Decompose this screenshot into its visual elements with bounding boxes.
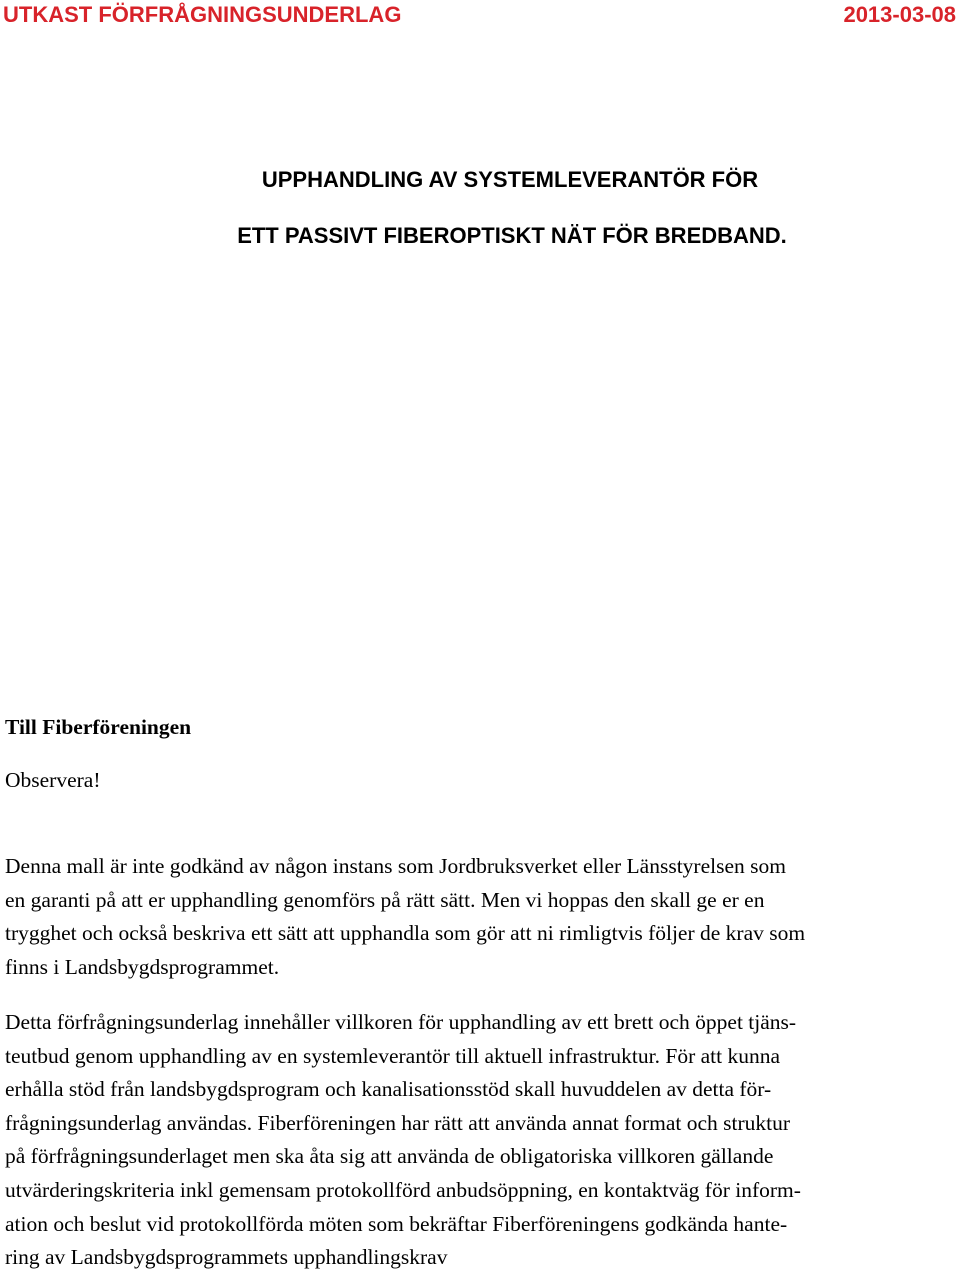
paragraph-line: finns i Landsbygdsprogrammet. xyxy=(5,954,280,979)
document-title-line-2: ETT PASSIVT FIBEROPTISKT NÄT FÖR BREDBAND. xyxy=(237,223,787,248)
paragraph-line: utvärderingskriteria inkl gemensam protokollförd anbudsöppning, en kontaktväg för inform- xyxy=(5,1177,801,1202)
paragraph-line: Denna mall är inte godkänd av någon instans som Jordbruksverket eller Länsstyrelsen som xyxy=(5,854,786,878)
paragraph-line: ation och beslut vid protokollförda möten som bekräftar Fiberföreningens godkända hante- xyxy=(5,1211,788,1236)
document-date: 2013-03-08 xyxy=(843,2,956,27)
paragraph-disclaimer xyxy=(5,850,955,984)
paragraph-description xyxy=(5,1006,955,1275)
paragraph-line: erhålla stöd från landsbygdsprogram och kanalisationsstöd skall huvuddelen av detta för- xyxy=(5,1077,772,1102)
notice-label: Observera! xyxy=(5,768,101,792)
document-status: UTKAST FÖRFRÅGNINGSUNDERLAG xyxy=(3,2,402,27)
paragraph-line: ring av Landsbygdsprogrammets upphandlingskrav xyxy=(5,1245,448,1270)
section-heading: Till Fiberföreningen xyxy=(5,715,192,739)
document-title-line-1: UPPHANDLING AV SYSTEMLEVERANTÖR FÖR xyxy=(261,167,759,192)
paragraph-line: Detta förfrågningsunderlag innehåller villkoren för upphandling av ett brett och öppet tjäns- xyxy=(5,1010,797,1034)
paragraph-line: en garanti på att er upphandling genomförs på rätt sätt. Men vi hoppas den skall ge er en xyxy=(5,887,765,912)
paragraph-line: på förfrågningsunderlaget men ska åta sig att använda de obligatoriska villkoren gällande xyxy=(5,1144,774,1169)
paragraph-line: trygghet och också beskriva ett sätt att upphandla som gör att ni rimligtvis följer de krav som xyxy=(5,921,806,946)
page-header xyxy=(0,0,960,34)
paragraph-line: frågningsunderlag användas. Fiberföreningen har rätt att använda annat format och struktur xyxy=(5,1110,791,1135)
paragraph-line: teutbud genom upphandling av en systemleverantör till aktuell infrastruktur. För att kunna xyxy=(5,1043,781,1068)
